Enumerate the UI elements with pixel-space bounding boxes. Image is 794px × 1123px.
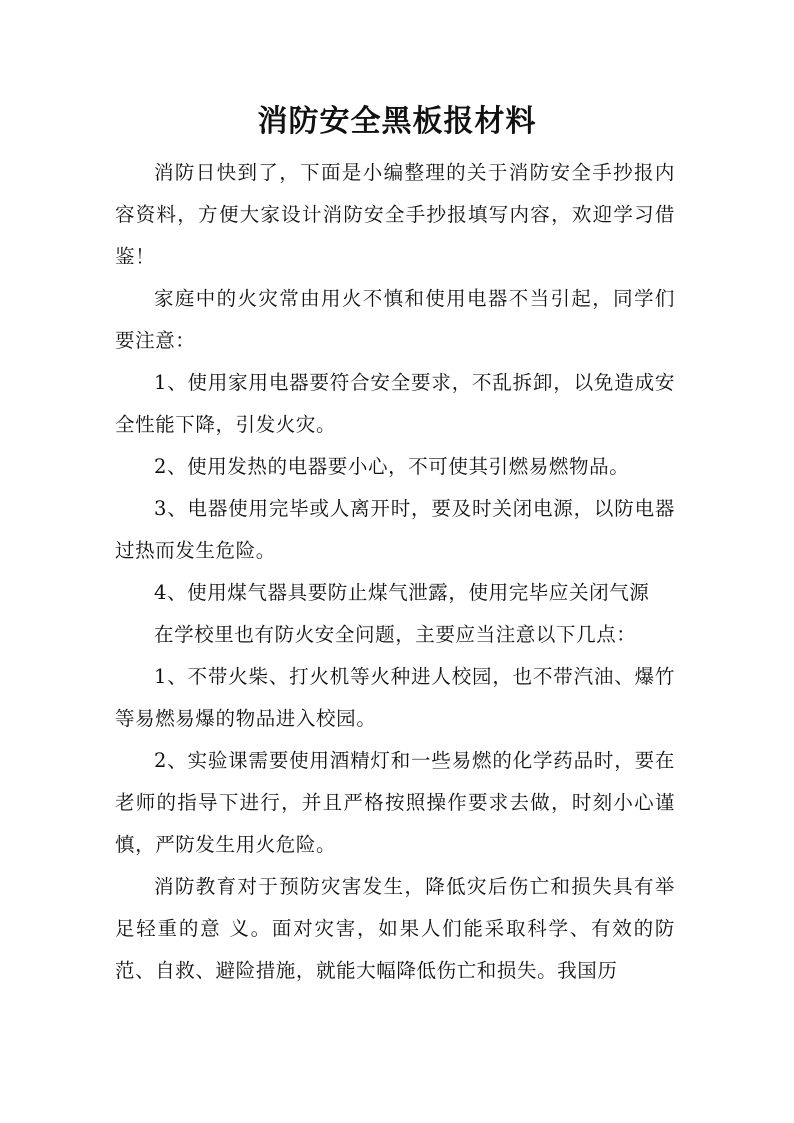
paragraph-school-rule-1: 1、不带火柴、打火机等火种进人校园，也不带汽油、爆竹等易燃易爆的物品进入校园。 [115, 665, 675, 730]
paragraph-home-rule-2: 2、使用发热的电器要小心，不可使其引燃易燃物品。 [154, 455, 630, 478]
paragraph-education: 消防教育对于预防灾害发生，降低灾后伤亡和损失具有举足轻重的意 义。面对灾害，如果人们能采取科学、有效的防范、自救、避险措施，就能大幅降低伤亡和损失。我国历 [115, 875, 675, 982]
paragraph-home-fire: 家庭中的火灾常由用火不慎和使用电器不当引起，同学们要注意： [115, 287, 675, 352]
paragraph-home-rule-3: 3、电器使用完毕或人离开时，要及时关闭电源，以防电器过热而发生危险。 [115, 497, 675, 562]
paragraph-school-rule-2: 2、实验课需要使用酒精灯和一些易燃的化学药品时，要在老师的指导下进行，并且严格按照操作要求去做，时刻小心谨慎，严防发生用火危险。 [115, 749, 675, 856]
paragraph-home-rule-4: 4、使用煤气器具要防止煤气泄露，使用完毕应关闭气源 [154, 581, 650, 604]
paragraph-home-rule-1: 1、使用家用电器要符合安全要求，不乱拆卸，以免造成安全性能下降，引发火灾。 [115, 371, 675, 436]
paragraph-school-fire: 在学校里也有防火安全问题，主要应当注意以下几点： [154, 623, 637, 646]
paragraph-intro: 消防日快到了，下面是小编整理的关于消防安全手抄报内容资料，方便大家设计消防安全手抄报填写内容，欢迎学习借鉴！ [115, 161, 675, 268]
document-body [115, 152, 675, 992]
document-title: 消防安全黑板报材料 [257, 104, 537, 139]
